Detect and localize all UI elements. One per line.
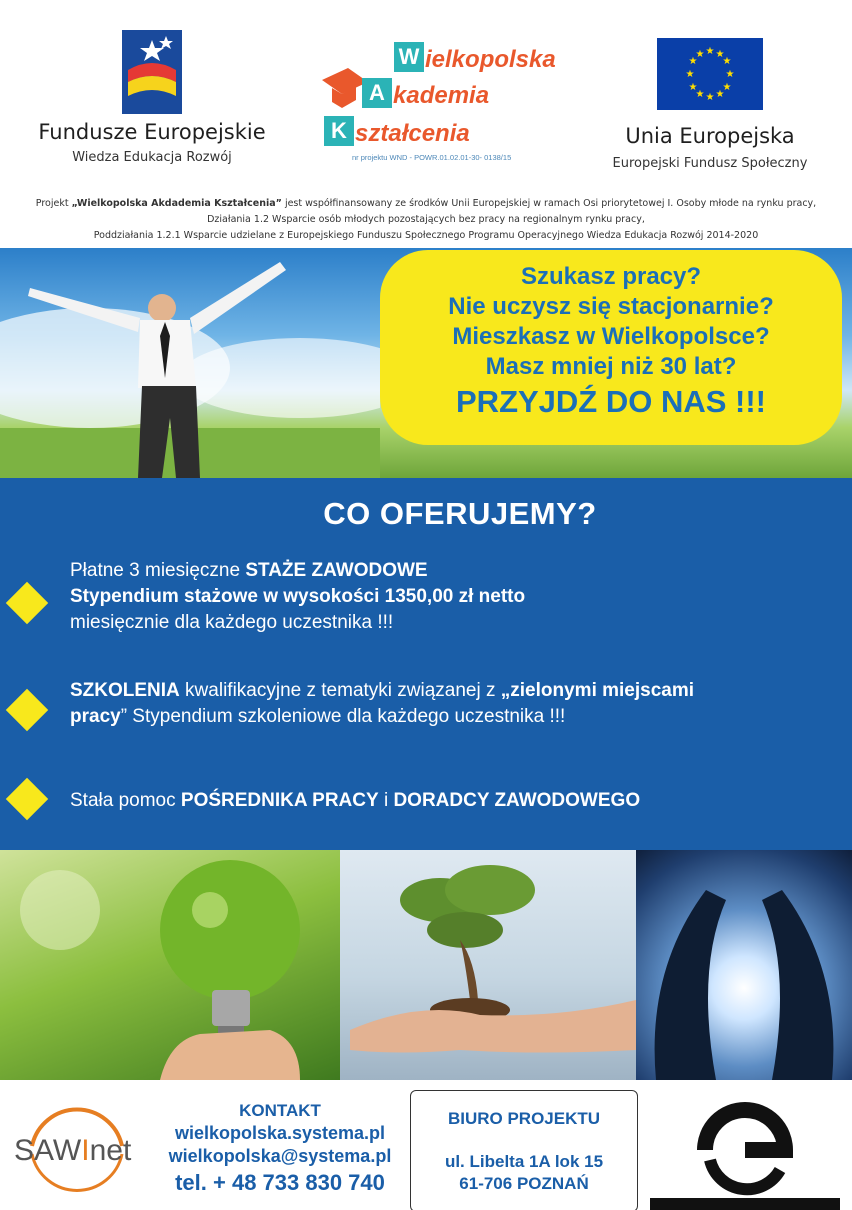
ue-subtitle: Europejski Fundusz Społeczny <box>612 156 808 171</box>
wak-letter-w: W <box>394 42 424 72</box>
fe-subtitle: Wiedza Edukacja Rozwój <box>72 150 232 165</box>
office-city: 61-706 POZNAŃ <box>459 1174 589 1193</box>
fe-star-flag-icon <box>122 30 182 114</box>
wak-letter-k: K <box>324 116 354 146</box>
wak-word-2: kademia <box>393 82 490 109</box>
offer-section <box>0 478 852 850</box>
eu-stars-icon <box>657 38 763 110</box>
offer-title: CO OFERUJEMY? <box>323 496 597 531</box>
svg-text:★: ★ <box>722 56 732 67</box>
svg-text:★: ★ <box>725 69 735 80</box>
systema-logo <box>650 1090 840 1210</box>
contact-email-link[interactable]: wielkopolska@systema.pl <box>168 1146 392 1166</box>
svg-text:★: ★ <box>688 82 698 93</box>
diamond-bullet-icon <box>6 778 48 820</box>
svg-text:★: ★ <box>715 49 725 60</box>
hero-cta: PRZYJDŹ DO NAS !!! <box>456 384 766 419</box>
diamond-bullet-icon <box>6 689 48 731</box>
photo-strip <box>0 850 852 1080</box>
wak-letter-a: A <box>362 78 392 108</box>
cupped-hands-icon <box>636 850 852 1080</box>
svg-text:★: ★ <box>695 89 705 100</box>
contact-phone[interactable]: tel. + 48 733 830 740 <box>175 1170 385 1195</box>
hero-question-3: Mieszkasz w Wielkopolsce? <box>452 323 770 350</box>
hero-question-1: Szukasz pracy? <box>520 263 702 290</box>
tree-in-hand-photo <box>340 850 636 1080</box>
green-lightbulb-icon <box>0 850 340 1080</box>
svg-text:★: ★ <box>688 56 698 67</box>
project-line-1: Projekt „Wielkopolska Akdademia Kształcenia” jest współfinansowany ze środków Unii Europejskiej w ramach Osi priorytetowej I. Osoby młode na rynku pracy, <box>35 198 817 209</box>
hero-questions-bubble <box>380 250 842 445</box>
office-street: ul. Libelta 1A lok 15 <box>444 1152 604 1171</box>
wak-word-1: ielkopolska <box>425 46 556 73</box>
lightbulb-photo <box>0 850 340 1080</box>
fundusze-europejskie-logo <box>22 30 282 165</box>
contact-website-link[interactable]: wielkopolska.systema.pl <box>174 1123 386 1143</box>
bonsai-tree-icon <box>340 850 636 1080</box>
offer-item-trainings: SZKOLENIA kwalifikacyjne z tematyki związanej z „zielonymi miejscami pracy” Stypendium szkoleniowe dla każdego uczestnika !!! <box>70 680 695 727</box>
svg-text:★: ★ <box>722 82 732 93</box>
wak-project-number: nr projektu WND - POWR.01.02.01-30- 0138/15 <box>352 153 512 162</box>
hero-question-4: Masz mniej niż 30 lat? <box>485 353 737 380</box>
project-line-3: Poddziałania 1.2.1 Wsparcie udzielane z Europejskiego Funduszu Społecznego Programu Operacyjnego Wiedza Edukacja Rozwój 2014-2020 <box>93 230 759 241</box>
wak-logo <box>318 38 578 168</box>
ue-title: Unia Europejska <box>625 124 795 148</box>
wak-word-3: ształcenia <box>355 120 470 147</box>
project-office-box <box>410 1090 638 1210</box>
fe-title: Fundusze Europejskie <box>38 120 266 144</box>
sawinet-logo <box>10 1096 146 1196</box>
contact-heading: KONTAKT <box>239 1101 321 1120</box>
hands-with-light-photo <box>636 850 852 1080</box>
sawinet-wordmark: SAWInet <box>14 1134 132 1167</box>
offer-item-advisors: Stała pomoc POŚREDNIKA PRACY i DORADCY ZAWODOWEGO <box>70 790 641 811</box>
project-line-2: Działania 1.2 Wsparcie osób młodych pozostających bez pracy na regionalnym rynku pracy, <box>207 214 645 225</box>
svg-text:★: ★ <box>715 89 725 100</box>
eu-flag-icon <box>657 38 763 110</box>
unia-europejska-logo <box>590 38 830 171</box>
offer-item-internships: Płatne 3 miesięczne STAŻE ZAWODOWE Stypendium stażowe w wysokości 1350,00 zł netto miesięcznie dla każdego uczestnika !!! <box>70 560 526 633</box>
svg-text:★: ★ <box>685 69 695 80</box>
office-heading: BIURO PROJEKTU <box>447 1109 601 1128</box>
hero-man-photo <box>0 248 380 478</box>
diamond-bullet-icon <box>6 582 48 624</box>
hero-question-2: Nie uczysz się stacjonarnie? <box>448 293 774 320</box>
footer <box>0 1080 852 1210</box>
project-description <box>20 196 832 244</box>
hero-banner <box>0 248 852 478</box>
svg-text:★: ★ <box>695 49 705 60</box>
header <box>0 0 852 248</box>
systema-swirl-icon <box>650 1090 840 1210</box>
svg-text:★: ★ <box>705 92 715 103</box>
svg-text:★: ★ <box>705 46 715 57</box>
contact-block <box>150 1100 410 1198</box>
